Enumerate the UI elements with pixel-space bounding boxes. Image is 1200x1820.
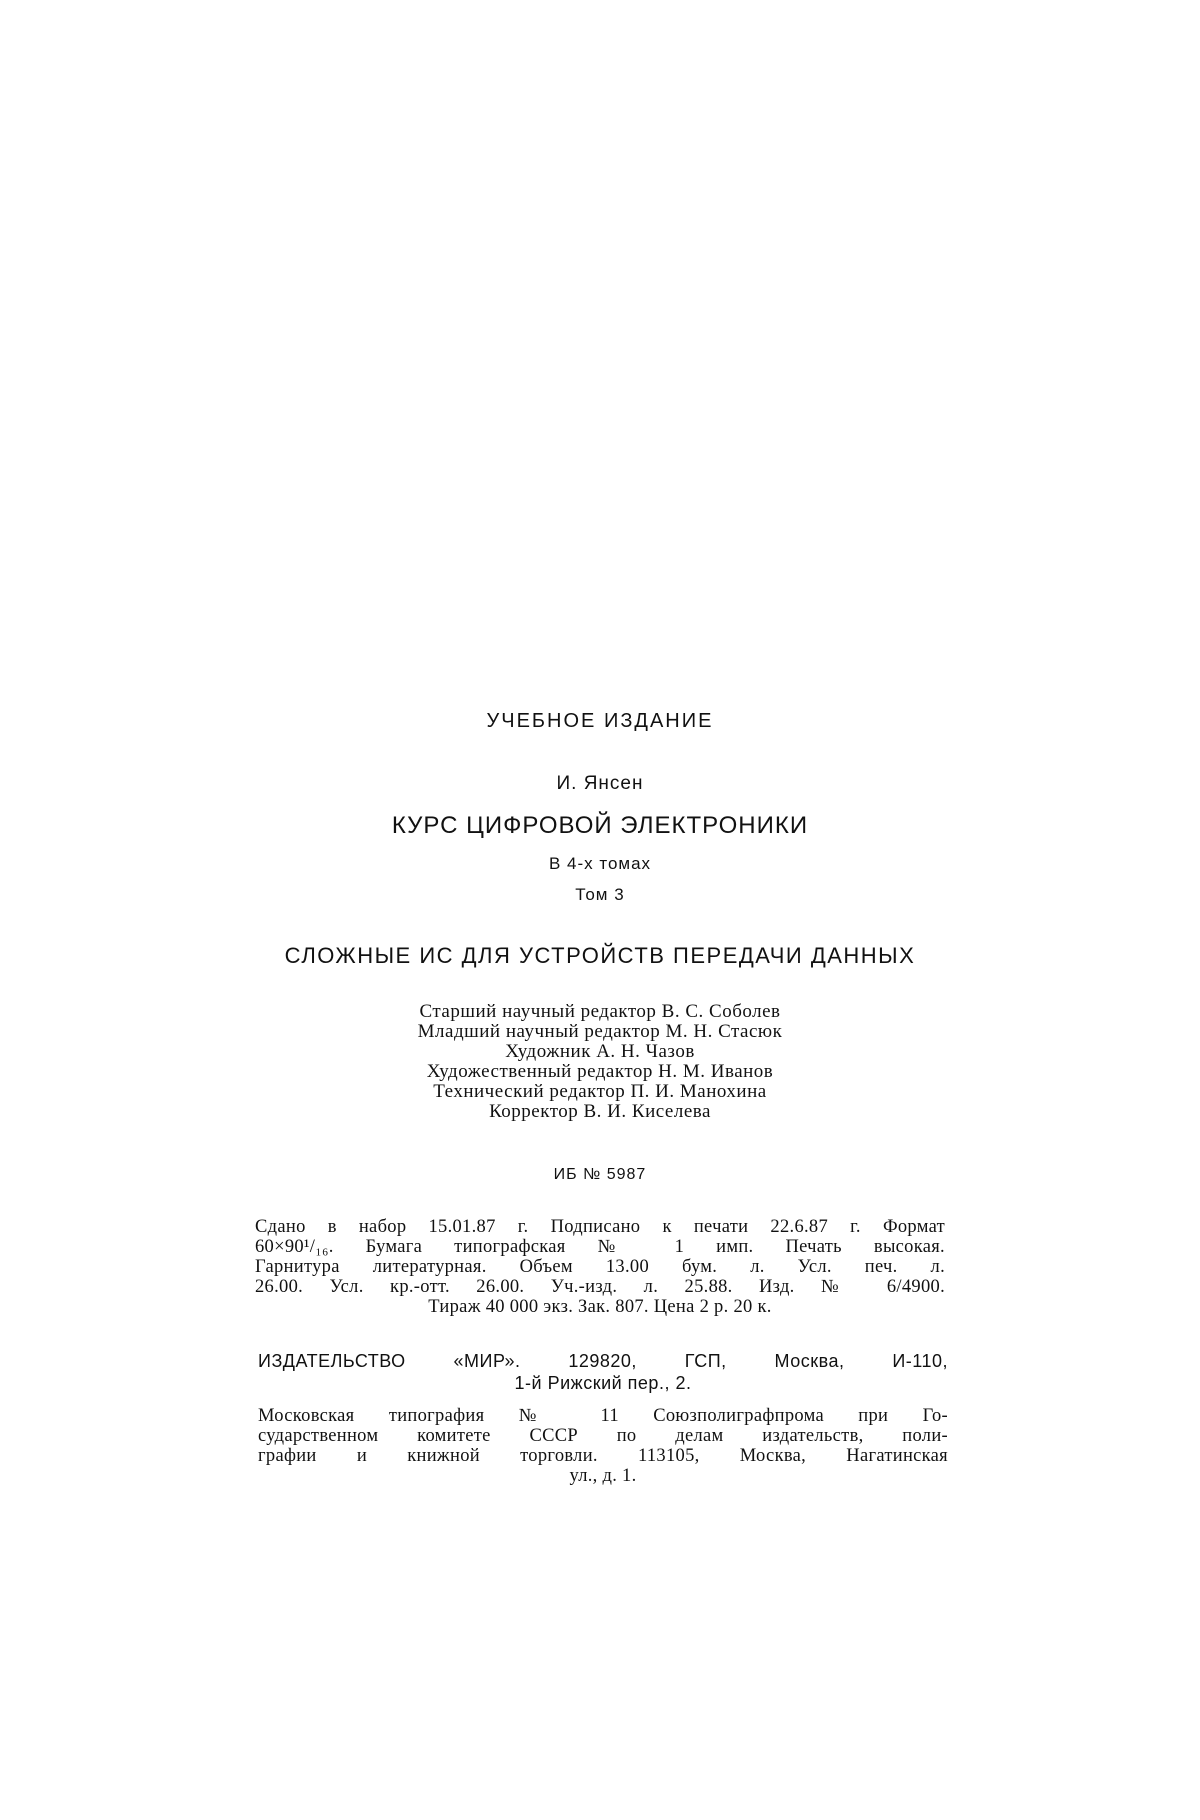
- print-details-line: Гарнитура литературная. Объем 13.00 бум. л. Усл. печ. л.: [255, 1257, 945, 1277]
- print-details: [255, 1217, 945, 1317]
- publisher-line: 1-й Рижский пер., 2.: [514, 1373, 692, 1393]
- staff-line: Художник А. Н. Чазов: [505, 1041, 695, 1062]
- staff-line: Художественный редактор Н. М. Иванов: [426, 1061, 774, 1082]
- staff-line: Старший научный редактор В. С. Соболев: [419, 1001, 781, 1022]
- tome-number: Том 3: [575, 885, 625, 904]
- printer-line: сударственном комитете СССР по делам издательств, поли-: [258, 1426, 948, 1446]
- printer-line: ул., д. 1.: [569, 1466, 637, 1486]
- volume-subtitle: СЛОЖНЫЕ ИС ДЛЯ УСТРОЙСТВ ПЕРЕДАЧИ ДАННЫХ: [284, 943, 916, 968]
- print-details-line: Сдано в набор 15.01.87 г. Подписано к печати 22.6.87 г. Формат: [255, 1217, 945, 1237]
- edition-label: УЧЕБНОЕ ИЗДАНИЕ: [486, 710, 714, 732]
- print-details-line: Тираж 40 000 экз. Зак. 807. Цена 2 р. 20 к.: [428, 1297, 772, 1317]
- ib-number: ИБ № 5987: [553, 1166, 647, 1183]
- staff-line: Младший научный редактор М. Н. Стасюк: [417, 1021, 783, 1042]
- volumes-note: В 4-х томах: [548, 854, 652, 873]
- print-details-line: 26.00. Усл. кр.-отт. 26.00. Уч.-изд. л. 25.88. Изд. № 6/4900.: [255, 1277, 945, 1297]
- book-title: КУРС ЦИФРОВОЙ ЭЛЕКТРОНИКИ: [391, 812, 809, 839]
- editorial-staff: [250, 1002, 950, 1122]
- print-details-line: 60×90¹/₁₆. Бумага типографская № 1 имп. Печать высокая.: [255, 1237, 945, 1257]
- publisher-address: [258, 1350, 948, 1394]
- staff-line: Корректор В. И. Киселева: [489, 1101, 711, 1122]
- publisher-line: ИЗДАТЕЛЬСТВО «МИР». 129820, ГСП, Москва, И-110,: [258, 1351, 948, 1371]
- author-name: И. Янсен: [556, 773, 644, 794]
- printer-info: [258, 1406, 948, 1486]
- staff-line: Технический редактор П. И. Манохина: [433, 1081, 767, 1102]
- printer-line: графии и книжной торговли. 113105, Москва, Нагатинская: [258, 1446, 948, 1466]
- printer-line: Московская типография № 11 Союзполиграфпрома при Го-: [258, 1406, 948, 1426]
